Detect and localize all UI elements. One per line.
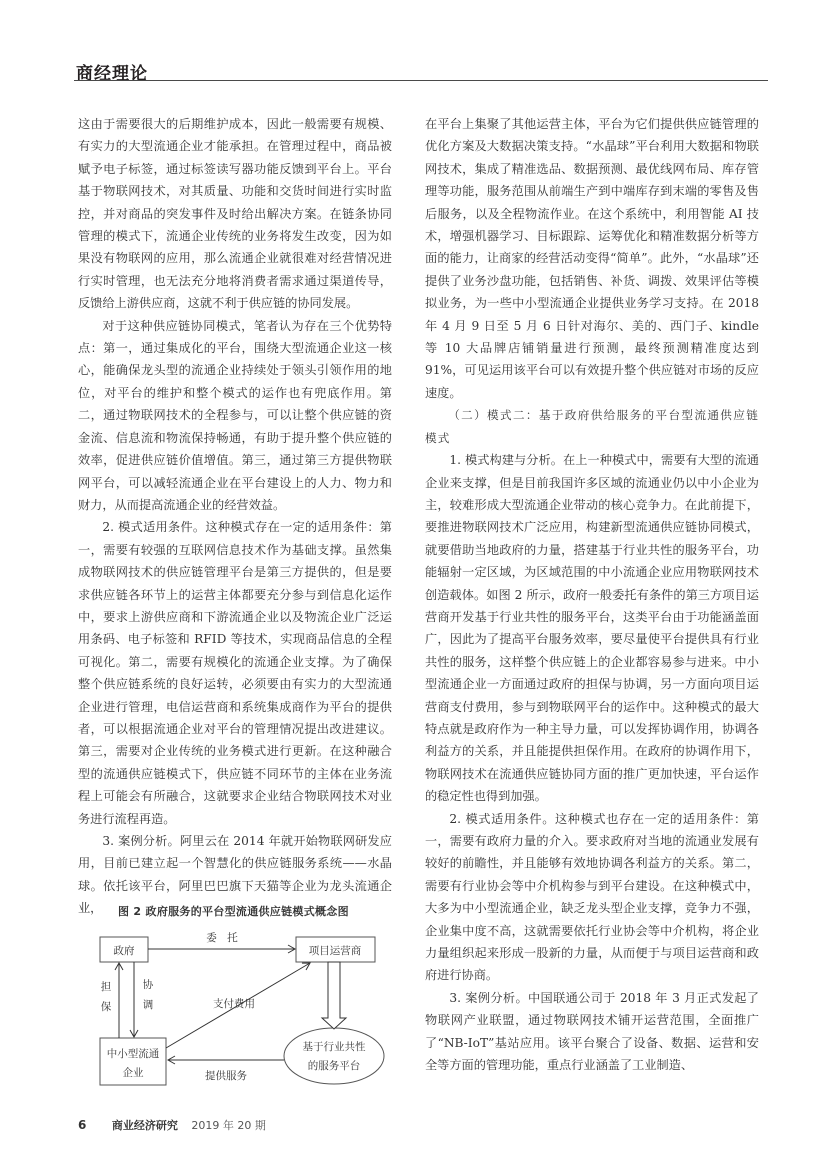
body-paragraph: 这由于需要很大的后期维护成本，因此一般需要有规模、有实力的大型流通企业才能承担。在管理过程中，商品被赋予电子标签，通过标签读写器功能反馈到平台上。平台基于物联网技术，对其质量、功能和交货时间进行实时监控，并对商品的突发事件及时给出解决方案。在链条协同管理的模式下，流通企业传统的业务将发生改变，因为如果没有物联网的应用，那么流通企业就很难对经营情况进行实时管理，也无法充分地将消费者需求通过渠道传导，反馈给上游供应商，这就不利于供应链的协同发展。 <box>78 117 392 311</box>
body-paragraph: 2. 模式适用条件。这种模式存在一定的适用条件：第一，需要有较强的互联网信息技术作为基础支撑。虽然集成物联网技术的供应链管理平台是第三方提供的，但是要求供应链各环节上的运营主体都要充分参与到信息化运作中，要求上游供应商和下游流通企业以及物流企业广泛运用条码、电子标签和 RFID 等技术，实现商品信息的全程可视化。第二，需要有规模化的流通企业支撑。为了确保整个供应链系统的良好运转，必须要由有实力的大型流通企业进行管理，电信运营商和系统集成商作为平台的提供者，可以根据流通企业对平台的管理情况提出改进建议。第三，需要对企业传统的业务模式进行更新。在这种融合型的流通供应链模式下，供应链不同环节的主体在业务流程上可能会有所融合，这就要求企业结合物联网技术对业务进行流程再造。 <box>78 520 392 826</box>
journal-name: 商业经济研究 <box>111 1119 178 1132</box>
edge-guarantee-label-1: 担 <box>100 981 112 993</box>
body-paragraph: 3. 案例分析。中国联通公司于 2018 年 3 月正式发起了物联网产业联盟，通过物联网技术铺开运营范围，全面推广了“NB-IoT”基站应用。该平台聚合了设备、数据、运营和安全等方面的管理功能，重点行业涵盖了工业制造、 <box>425 990 759 1073</box>
body-paragraph: 2. 模式适用条件。这种模式也存在一定的适用条件：第一，需要有政府力量的介入。要求政府对当地的流通业发展有较好的前瞻性，并且能够有效地协调各利益方的关系。第二，需要有行业协会等中介机构参与到平台建设。在这种模式中，大多为中小型流通企业，缺乏龙头型企业支撑，竞争力不强，企业集中度不高，这就需要依托行业协会等中介机构，将企业力量组织起来形成一股新的力量，从而便于与项目运营商和政府进行协商。 <box>425 811 759 983</box>
node-sme-label-line1: 中小型流通 <box>106 1048 160 1060</box>
edge-provide-service-label: 提供服务 <box>205 1070 247 1082</box>
figure-caption: 图 2 政府服务的平台型流通供应链模式概念图 <box>118 905 349 918</box>
node-platform-label-line1: 基于行业共性 <box>302 1041 366 1053</box>
node-government-label: 政府 <box>113 945 135 957</box>
edge-entrust-label: 委 托 <box>206 932 238 944</box>
header-divider <box>74 80 768 81</box>
issue-label: 2019 年 20 期 <box>191 1119 266 1132</box>
edge-pay-fee-label: 支付费用 <box>213 998 255 1010</box>
node-sme-label-line2: 企业 <box>122 1067 144 1079</box>
section-title: 商经理论 <box>76 64 148 84</box>
edge-operator-to-platform <box>322 962 346 1029</box>
page-number: 6 <box>78 1118 87 1132</box>
body-paragraph: 在平台上集聚了其他运营主体，平台为它们提供供应链管理的优化方案及大数据决策支持。“水晶球”平台利用大数据和物联网技术，集成了精准选品、数据预测、最优线网布局、库存管理等功能，服务范围从前端生产到中端库存到末端的零售及售后服务，以及全程物流作业。在这个系统中，利用智能 AI 技术，增强机器学习、目标跟踪、运筹优化和精准数据分析等方面的能力，让商家的经营活动变得“简单”。此外，“水晶球”还提供了业务沙盘功能，包括销售、补货、调拨、效果评估等模拟业务，为一些中小型流通企业提供业务学习支持。在 2018 年 4 月 9 日至 5 月 6 日针对海尔、美的、西门子、kindle 等 10 大品牌店铺销量进行预测，最终预测精准度达到 91%，可见运用该平台可以有效提升整个供应链对市场的反应速度。 <box>425 117 759 400</box>
node-platform-ellipse <box>284 1028 384 1084</box>
left-column <box>78 113 392 920</box>
concept-diagram <box>88 903 393 1088</box>
node-platform-label-line2: 的服务平台 <box>307 1060 361 1072</box>
body-paragraph: 对于这种供应链协同模式，笔者认为存在三个优势特点：第一，通过集成化的平台，围绕大型流通企业这一核心，能确保龙头型的流通企业持续处于领头引领作用的地位，对平台的维护和整个模式的运作也有兜底作用。第二，通过物联网技术的全程参与，可以让整个供应链的资金流、信息流和物流保持畅通，有助于提升整个供应链的效率，促进供应链价值增值。第三，通过第三方提供物联网平台，可以减轻流通企业在平台建设上的人力、物力和财力，从而提高流通企业的经营效益。 <box>78 318 392 512</box>
body-paragraph: 3. 案例分析。阿里云在 2014 年就开始物联网研发应用，目前已建立起一个智慧化的供应链服务系统——水晶球。依托该平台，阿里巴巴旗下天猫等企业为龙头流通企业， <box>78 834 392 916</box>
edge-coordinate-label-2: 调 <box>142 999 154 1011</box>
section-subheading: （二）模式二：基于政府供给服务的平台型流通供应链模式 <box>425 408 759 445</box>
edge-coordinate-label-1: 协 <box>142 979 154 991</box>
body-paragraph: 1. 模式构建与分析。在上一种模式中，需要有大型的流通企业来支撑，但是目前我国许多区域的流通业仍以中小企业为主，较难形成大型流通企业带动的核心竞争力。在此前提下，要推进物联网技术广泛应用，构建新型流通供应链协同模式，就要借助当地政府的力量，搭建基于行业共性的服务平台，功能辐射一定区域，为区域范围的中小流通企业应用物联网技术创造载体。如图 2 所示，政府一般委托有条件的第三方项目运营商开发基于行业共性的服务平台，这类平台由于功能涵盖面广，因此为了提高平台服务效率，要尽量使平台提供具有行业共性的服务，这样整个供应链上的企业都容易参与进来。中小型流通企业一方面通过政府的担保与协调，另一方面向项目运营商支付费用，参与到物联网平台的运作中。这种模式的最大特点就是政府作为一种主导力量，可以发挥协调作用，协调各利益方的关系，并且能提供担保作用。在政府的协调作用下，物联网技术在流通供应链协同方面的推广更加快速，平台运作的稳定性也得到加强。 <box>425 453 759 804</box>
figure-2 <box>88 903 393 1088</box>
right-column <box>425 113 759 1076</box>
node-operator-label: 项目运营商 <box>308 945 362 957</box>
edge-guarantee-label-2: 保 <box>100 1001 112 1013</box>
page-footer <box>78 1117 266 1133</box>
